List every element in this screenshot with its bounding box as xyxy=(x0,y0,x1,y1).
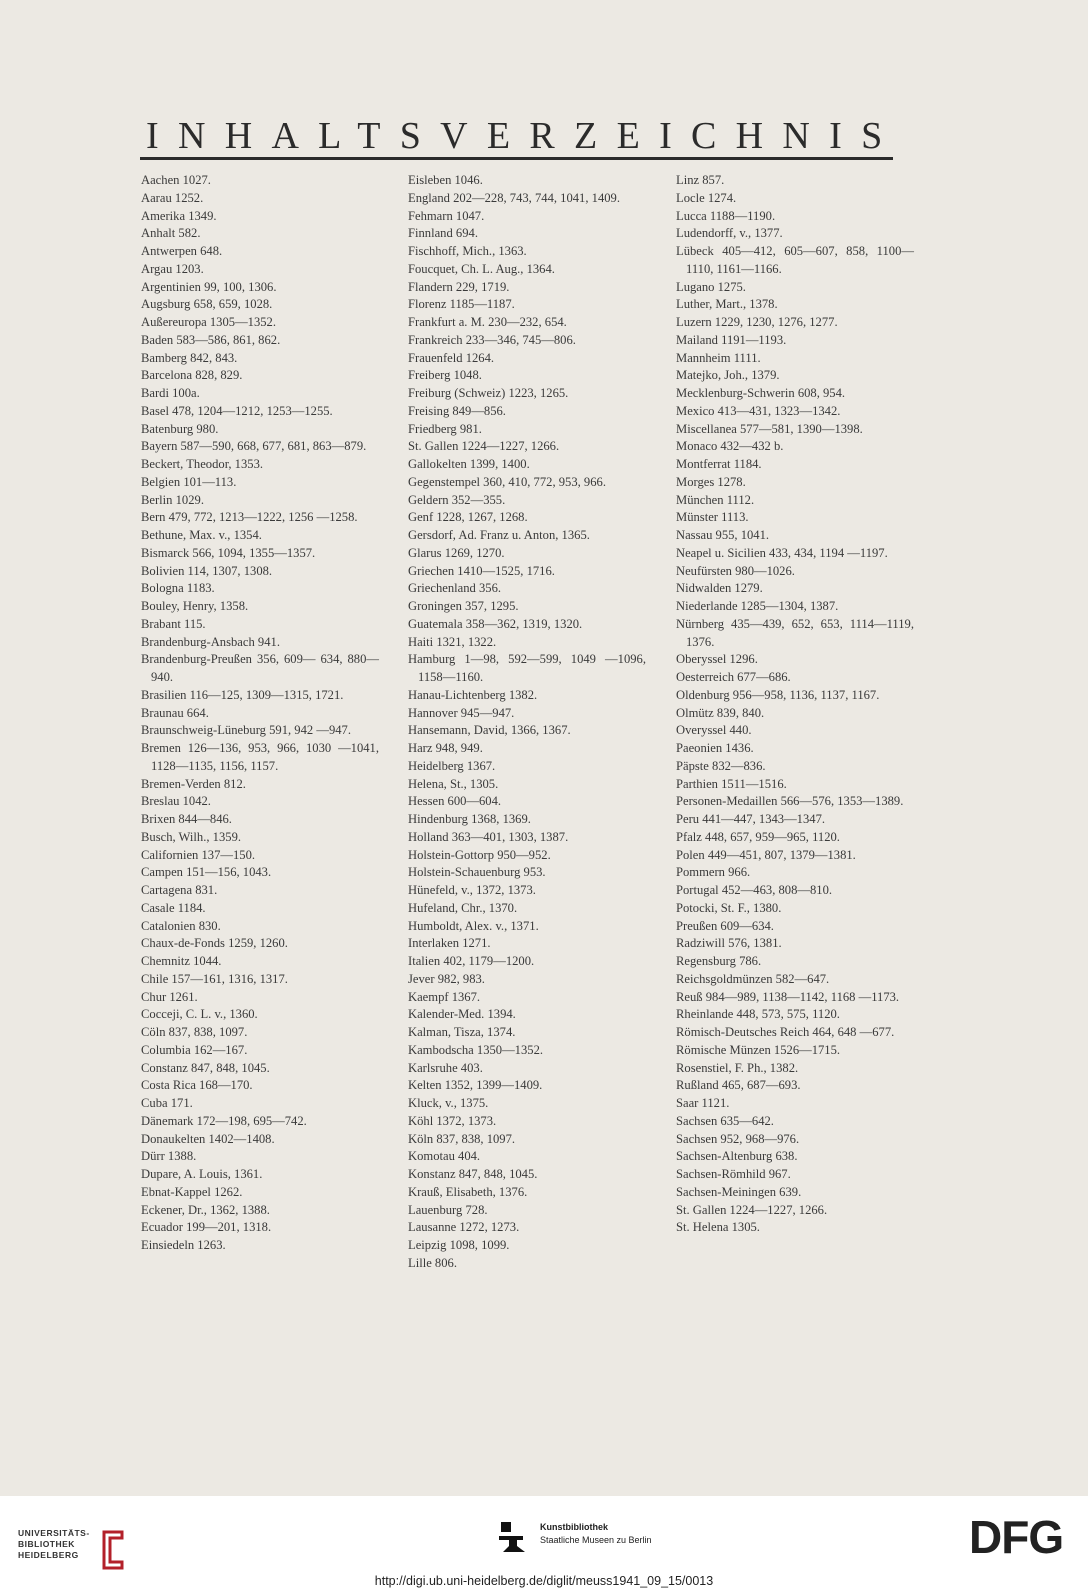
index-entry: Humboldt, Alex. v., 1371. xyxy=(408,918,539,933)
index-entry: Luzern 1229, 1230, 1276, 1277. xyxy=(676,315,838,329)
index-entry: Sachsen-Meiningen 639. xyxy=(676,1184,802,1199)
index-entry: Radziwill 576, 1381. xyxy=(676,936,782,951)
index-entry: Bethune, Max. v., 1354. xyxy=(141,528,262,542)
kunstbibliothek-text xyxy=(540,1521,680,1547)
index-entry: Belgien 101—113. xyxy=(141,474,237,489)
index-entry: Lugano 1275. xyxy=(676,279,746,294)
index-entry: Jever 982, 983. xyxy=(408,971,485,986)
index-entry: Sachsen 952, 968—976. xyxy=(676,1131,800,1146)
index-entry: Bardi 100a. xyxy=(141,386,200,400)
index-entry: Dänemark 172—198, 695—742. xyxy=(141,1113,307,1128)
index-entry: Heidelberg 1367. xyxy=(408,758,496,773)
index-entry: Montferrat 1184. xyxy=(676,457,762,471)
index-entry: Batenburg 980. xyxy=(141,421,219,436)
index-entry: Cuba 171. xyxy=(141,1096,193,1110)
index-entry: Frankfurt a. M. 230—232, 654. xyxy=(408,315,567,329)
index-entry: Portugal 452—463, 808—810. xyxy=(676,883,833,897)
index-entry: Lauenburg 728. xyxy=(408,1202,488,1217)
index-entry: Campen 151—156, 1043. xyxy=(141,865,272,880)
index-entry: Neapel u. Sicilien 433, 434, 1194 —1197. xyxy=(676,545,888,560)
index-entry: Breslau 1042. xyxy=(141,794,211,809)
index-entry: Komotau 404. xyxy=(408,1149,481,1164)
index-entry: Glarus 1269, 1270. xyxy=(408,545,505,560)
index-entry: Paeonien 1436. xyxy=(676,741,754,755)
source-url[interactable]: http://digi.ub.uni-heidelberg.de/diglit/meuss1941_09_15/0013 xyxy=(374,1574,714,1588)
index-entry: Hamburg 1—98, 592—599, 1049 —1096, 1158—1160. xyxy=(408,652,646,684)
index-entry: Bologna 1183. xyxy=(141,581,215,596)
index-entry: Oberyssel 1296. xyxy=(676,652,758,667)
index-entry: Mailand 1191—1193. xyxy=(676,332,787,347)
index-entry: Bayern 587—590, 668, 677, 681, 863—879. xyxy=(141,439,367,454)
index-entry: Frauenfeld 1264. xyxy=(408,350,495,365)
index-entry: Busch, Wilh., 1359. xyxy=(141,829,242,844)
index-entry: Linz 857. xyxy=(676,173,725,187)
index-entry: Mannheim 1111. xyxy=(676,350,761,365)
index-entry: Basel 478, 1204—1212, 1253—1255. xyxy=(141,403,333,418)
title-rule xyxy=(140,157,893,160)
index-entry: Päpste 832—836. xyxy=(676,758,766,773)
index-entry: Preußen 609—634. xyxy=(676,918,774,933)
index-entry: Personen-Medaillen 566—576, 1353—1389. xyxy=(676,794,904,809)
index-entry: Holstein-Gottorp 950—952. xyxy=(408,847,551,862)
index-entry: Oesterreich 677—686. xyxy=(676,670,791,684)
index-entry: Leipzig 1098, 1099. xyxy=(408,1238,510,1252)
index-entry: Eckener, Dr., 1362, 1388. xyxy=(141,1202,270,1217)
index-entry: Griechen 1410—1525, 1716. xyxy=(408,563,555,578)
index-entry: Hannover 945—947. xyxy=(408,705,515,720)
index-entry: Gegenstempel 360, 410, 772, 953, 966. xyxy=(408,474,606,489)
index-entry: Rußland 465, 687—693. xyxy=(676,1078,801,1093)
index-entry: Bouley, Henry, 1358. xyxy=(141,599,249,613)
index-entry: Rosenstiel, F. Ph., 1382. xyxy=(676,1060,799,1075)
index-entry: St. Helena 1305. xyxy=(676,1220,760,1235)
kunstbibliothek-name: Kunstbibliothek xyxy=(540,1522,608,1532)
index-entry: Anhalt 582. xyxy=(141,226,201,241)
index-entry: Florenz 1185—1187. xyxy=(408,297,515,312)
index-entry: Karlsruhe 403. xyxy=(408,1060,483,1075)
index-entry: Neufürsten 980—1026. xyxy=(676,563,795,578)
index-entry: Gersdorf, Ad. Franz u. Anton, 1365. xyxy=(408,528,590,542)
index-entry: Locle 1274. xyxy=(676,190,737,205)
index-entry: Hufeland, Chr., 1370. xyxy=(408,900,518,915)
index-entry: Sachsen-Altenburg 638. xyxy=(676,1149,798,1164)
index-entry: Einsiedeln 1263. xyxy=(141,1238,226,1252)
index-entry: Argentinien 99, 100, 1306. xyxy=(141,279,277,294)
index-entry: Eisleben 1046. xyxy=(408,173,483,187)
index-entry: Californien 137—150. xyxy=(141,847,256,862)
index-entry: Bismarck 566, 1094, 1355—1357. xyxy=(141,545,316,560)
index-entry: Frankreich 233—346, 745—806. xyxy=(408,332,576,347)
index-entry: Harz 948, 949. xyxy=(408,741,483,755)
index-entry: Dupare, A. Louis, 1361. xyxy=(141,1167,263,1181)
index-entry: Konstanz 847, 848, 1045. xyxy=(408,1167,538,1181)
page-title: INHALTSVERZEICHNIS xyxy=(146,115,902,157)
index-entry: Cartagena 831. xyxy=(141,883,218,897)
index-entry: Baden 583—586, 861, 862. xyxy=(141,332,281,347)
index-entry: Braunau 664. xyxy=(141,705,209,720)
index-entry: Bremen-Verden 812. xyxy=(141,776,246,791)
index-entry: Finnland 694. xyxy=(408,226,478,241)
index-entry: Münster 1113. xyxy=(676,510,749,525)
index-entry: Genf 1228, 1267, 1268. xyxy=(408,510,528,525)
index-entry: Hünefeld, v., 1372, 1373. xyxy=(408,883,536,897)
index-entry: Freiburg (Schweiz) 1223, 1265. xyxy=(408,386,569,400)
index-entry: Augsburg 658, 659, 1028. xyxy=(141,297,273,312)
index-entry: Fehmarn 1047. xyxy=(408,208,485,223)
index-entry: Haiti 1321, 1322. xyxy=(408,634,497,649)
index-entry: Reuß 984—989, 1138—1142, 1168 —1173. xyxy=(676,989,900,1004)
index-entry: Monaco 432—432 b. xyxy=(676,439,784,454)
index-entry: St. Gallen 1224—1227, 1266. xyxy=(408,439,560,454)
index-entry: Cöln 837, 838, 1097. xyxy=(141,1025,248,1039)
index-entry: Luther, Mart., 1378. xyxy=(676,297,778,312)
index-entry: Bremen 126—136, 953, 966, 1030 —1041, 1128—1135, 1156, 1157. xyxy=(141,741,379,773)
index-entry: Kambodscha 1350—1352. xyxy=(408,1042,544,1057)
index-entry: Interlaken 1271. xyxy=(408,936,491,951)
footer xyxy=(0,1496,1088,1593)
index-entry: Matejko, Joh., 1379. xyxy=(676,368,780,383)
index-entry: Lucca 1188—1190. xyxy=(676,208,776,223)
index-entry: Olmütz 839, 840. xyxy=(676,705,765,720)
index-entry: Foucquet, Ch. L. Aug., 1364. xyxy=(408,261,555,276)
index-entry: Kaempf 1367. xyxy=(408,989,481,1004)
index-entry: Donaukelten 1402—1408. xyxy=(141,1131,275,1146)
index-entry: Lausanne 1272, 1273. xyxy=(408,1220,520,1235)
university-logo-icon xyxy=(100,1530,126,1570)
index-entry: Groningen 357, 1295. xyxy=(408,599,519,613)
index-entry: Brandenburg-Ansbach 941. xyxy=(141,634,280,649)
index-entry: Casale 1184. xyxy=(141,900,206,915)
index-entry: Fischhoff, Mich., 1363. xyxy=(408,244,527,258)
index-entry: Constanz 847, 848, 1045. xyxy=(141,1060,270,1075)
kunstbibliothek-logo-icon xyxy=(497,1522,527,1554)
index-entry: Oldenburg 956—958, 1136, 1137, 1167. xyxy=(676,687,880,702)
index-entry: Römisch-Deutsches Reich 464, 648 —677. xyxy=(676,1025,895,1039)
index-entry: Köln 837, 838, 1097. xyxy=(408,1131,516,1146)
index-entry: Chaux-de-Fonds 1259, 1260. xyxy=(141,936,288,951)
index-entry: Kalender-Med. 1394. xyxy=(408,1007,516,1022)
index-entry: Aarau 1252. xyxy=(141,190,204,205)
index-entry: Gallokelten 1399, 1400. xyxy=(408,457,530,471)
index-entry: Bern 479, 772, 1213—1222, 1256 —1258. xyxy=(141,510,358,525)
index-entry: Braunschweig-Lüneburg 591, 942 —947. xyxy=(141,723,351,738)
index-entry: Krauß, Elisabeth, 1376. xyxy=(408,1184,528,1199)
index-entry: Kalman, Tisza, 1374. xyxy=(408,1025,516,1039)
index-entry: Argau 1203. xyxy=(141,261,204,276)
index-entry: Bolivien 114, 1307, 1308. xyxy=(141,563,273,578)
index-entry: Amerika 1349. xyxy=(141,208,217,223)
index-entry: Saar 1121. xyxy=(676,1096,730,1110)
index-entry: Niederlande 1285—1304, 1387. xyxy=(676,599,839,613)
index-entry: Beckert, Theodor, 1353. xyxy=(141,457,264,471)
index-entry: Cocceji, C. L. v., 1360. xyxy=(141,1007,258,1022)
index-entry: Guatemala 358—362, 1319, 1320. xyxy=(408,616,583,631)
index-entry: Regensburg 786. xyxy=(676,954,762,968)
index-entry: Hansemann, David, 1366, 1367. xyxy=(408,723,571,738)
index-entry: Ludendorff, v., 1377. xyxy=(676,226,783,241)
index-entry: Köhl 1372, 1373. xyxy=(408,1113,497,1128)
index-entry: Nassau 955, 1041. xyxy=(676,528,770,542)
index-entry: Römische Münzen 1526—1715. xyxy=(676,1042,841,1057)
index-entry: Italien 402, 1179—1200. xyxy=(408,954,535,968)
index-entry: Freiberg 1048. xyxy=(408,368,482,383)
index-entry: Griechenland 356. xyxy=(408,581,502,596)
index-entry: Hessen 600—604. xyxy=(408,794,502,809)
index-entry: Pommern 966. xyxy=(676,865,751,880)
index-entry: Chile 157—161, 1316, 1317. xyxy=(141,971,288,986)
index-entry: Mexico 413—431, 1323—1342. xyxy=(676,403,841,418)
index-entry: Rheinlande 448, 573, 575, 1120. xyxy=(676,1007,840,1022)
index-entry: Nidwalden 1279. xyxy=(676,581,763,596)
index-entry: Brabant 115. xyxy=(141,616,206,631)
index-entry: Lübeck 405—412, 605—607, 858, 1100—1110, 1161—1166. xyxy=(676,244,914,276)
index-entry: Mecklenburg-Schwerin 608, 954. xyxy=(676,386,846,400)
index-entry: Kluck, v., 1375. xyxy=(408,1096,489,1110)
index-entry: St. Gallen 1224—1227, 1266. xyxy=(676,1202,828,1217)
index-entry: Brixen 844—846. xyxy=(141,812,232,826)
index-entry: Nürnberg 435—439, 652, 653, 1114—1119, 1376. xyxy=(676,616,914,649)
index-column-1 xyxy=(141,172,379,1255)
index-entry: Geldern 352—355. xyxy=(408,492,506,507)
index-entry: Aachen 1027. xyxy=(141,173,211,187)
dfg-logo: DFG xyxy=(969,1511,1064,1563)
index-entry: Overyssel 440. xyxy=(676,723,752,738)
index-entry: Berlin 1029. xyxy=(141,492,204,507)
index-entry: Brasilien 116—125, 1309—1315, 1721. xyxy=(141,687,344,702)
index-entry: Flandern 229, 1719. xyxy=(408,279,510,294)
index-entry: Dürr 1388. xyxy=(141,1149,197,1164)
index-entry: Kelten 1352, 1399—1409. xyxy=(408,1078,543,1093)
index-entry: Ecuador 199—201, 1318. xyxy=(141,1220,272,1235)
index-entry: Antwerpen 648. xyxy=(141,244,223,258)
index-entry: München 1112. xyxy=(676,492,755,507)
university-library-name: UNIVERSITÄTS- BIBLIOTHEK HEIDELBERG xyxy=(18,1528,90,1560)
index-entry: Pfalz 448, 657, 959—965, 1120. xyxy=(676,829,840,844)
index-entry: Parthien 1511—1516. xyxy=(676,776,787,791)
index-column-2 xyxy=(408,172,646,1273)
index-entry: Bamberg 842, 843. xyxy=(141,350,238,365)
index-entry: Holland 363—401, 1303, 1387. xyxy=(408,829,569,844)
index-entry: Polen 449—451, 807, 1379—1381. xyxy=(676,847,856,862)
index-entry: Sachsen-Römhild 967. xyxy=(676,1167,791,1181)
index-entry: Chur 1261. xyxy=(141,989,198,1004)
index-entry: Sachsen 635—642. xyxy=(676,1113,774,1128)
index-entry: Freising 849—856. xyxy=(408,403,506,418)
index-entry: Miscellanea 577—581, 1390—1398. xyxy=(676,421,863,436)
index-entry: Catalonien 830. xyxy=(141,918,221,933)
index-entry: Barcelona 828, 829. xyxy=(141,368,243,383)
index-entry: Reichsgoldmünzen 582—647. xyxy=(676,971,830,986)
index-entry: Morges 1278. xyxy=(676,474,746,489)
index-entry: Lille 806. xyxy=(408,1255,457,1270)
index-entry: Brandenburg-Preußen 356, 609— 634, 880—940. xyxy=(141,652,379,684)
index-entry: Columbia 162—167. xyxy=(141,1042,248,1057)
index-entry: England 202—228, 743, 744, 1041, 1409. xyxy=(408,190,620,205)
index-entry: Außereuropa 1305—1352. xyxy=(141,315,277,329)
museum-name: Staatliche Museen zu Berlin xyxy=(540,1535,652,1545)
index-entry: Friedberg 981. xyxy=(408,421,482,436)
index-entry: Potocki, St. F., 1380. xyxy=(676,900,782,915)
index-entry: Holstein-Schauenburg 953. xyxy=(408,865,546,880)
index-entry: Ebnat-Kappel 1262. xyxy=(141,1184,243,1199)
index-column-3 xyxy=(676,172,914,1237)
index-entry: Costa Rica 168—170. xyxy=(141,1078,253,1093)
index-entry: Hindenburg 1368, 1369. xyxy=(408,812,531,826)
index-entry: Peru 441—447, 1343—1347. xyxy=(676,812,826,826)
index-entry: Chemnitz 1044. xyxy=(141,954,222,968)
index-entry: Hanau-Lichtenberg 1382. xyxy=(408,687,538,702)
index-entry: Helena, St., 1305. xyxy=(408,776,499,791)
